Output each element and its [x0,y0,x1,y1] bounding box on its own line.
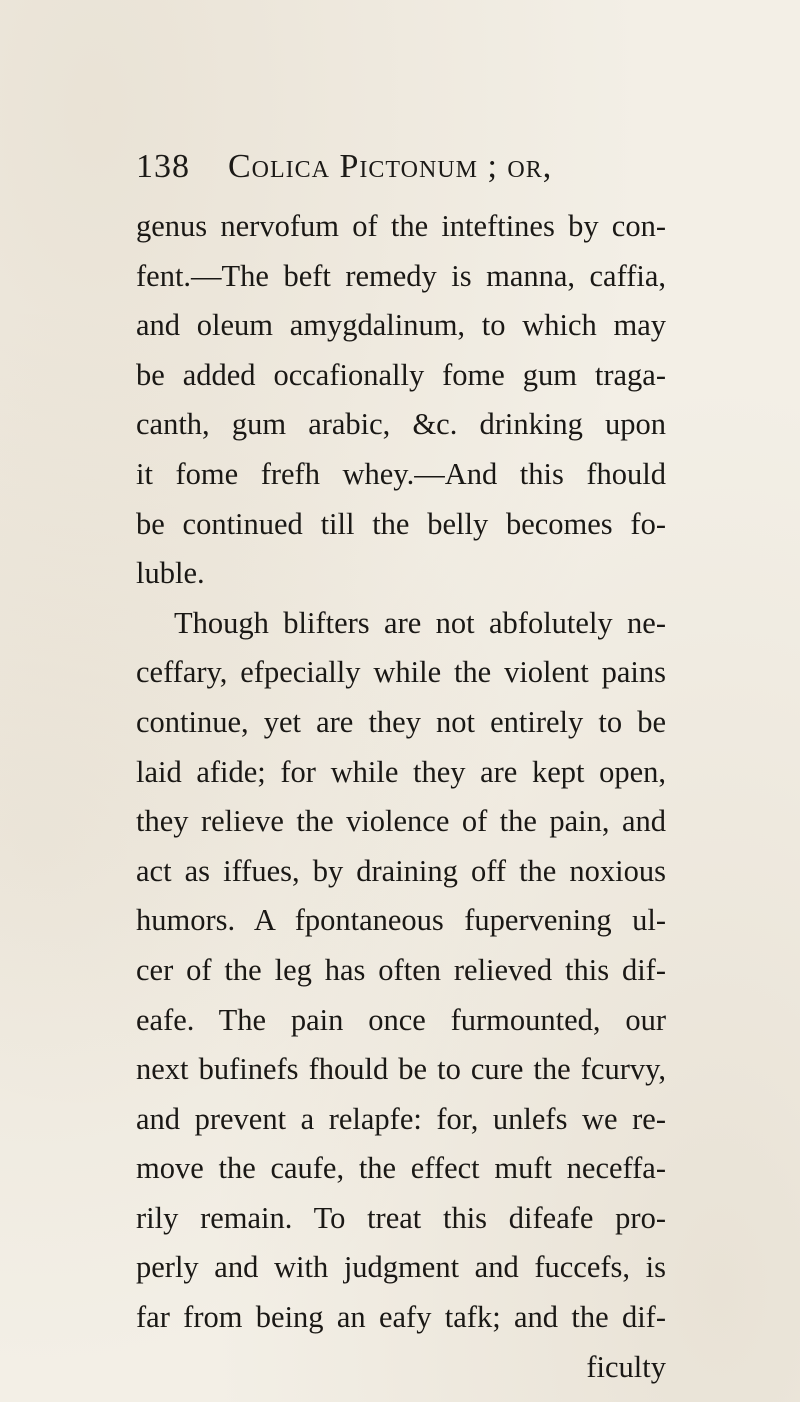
text-line: rily remain. To treat this difeafe pro- [136,1200,666,1235]
text-line: be added occafionally fome gum traga- [136,357,666,392]
text-line: far from being an eafy tafk; and the dif- [136,1300,666,1335]
text-line: be continued till the belly becomes fo- [136,506,666,541]
catchword: ficulty [586,1349,666,1384]
page-header [136,148,656,196]
text-line: cer of the leg has often relieved this dif- [136,952,666,987]
text-line: next bufinefs fhould be to cure the fcurvy, [136,1052,666,1087]
text-line: ceffary, efpecially while the violent pains [136,655,666,690]
text-line: continue, yet are they not entirely to be [136,704,666,739]
text-line: laid afide; for while they are kept open, [136,754,666,789]
page-number: 138 [136,148,190,185]
text-line: genus nervofum of the inteftines by con- [136,209,666,243]
text-line: move the caufe, the effect muft neceffa- [136,1151,666,1186]
text-line: act as iffues, by draining off the noxious [136,853,666,888]
text-line: fent.—The beft remedy is manna, caffia, [136,258,666,293]
text-line: luble. [136,556,205,591]
text-line: Though blifters are not abfolutely ne- [174,605,666,640]
text-line: humors. A fpontaneous fupervening ul- [136,903,666,938]
text-line: they relieve the violence of the pain, and [136,804,666,839]
body-text [136,202,666,1392]
text-line: and prevent a relapfe: for, unlefs we re- [136,1101,666,1136]
running-head: Colica Pictonum ; or, [228,148,553,185]
text-line: canth, gum arabic, &c. drinking upon [136,407,666,442]
text-line: and oleum amygdalinum, to which may [136,308,666,343]
text-line: it fome frefh whey.—And this fhould [136,456,666,491]
text-line: perly and with judgment and fuccefs, is [136,1250,666,1285]
text-line: eafe. The pain once furmounted, our [136,1002,666,1037]
